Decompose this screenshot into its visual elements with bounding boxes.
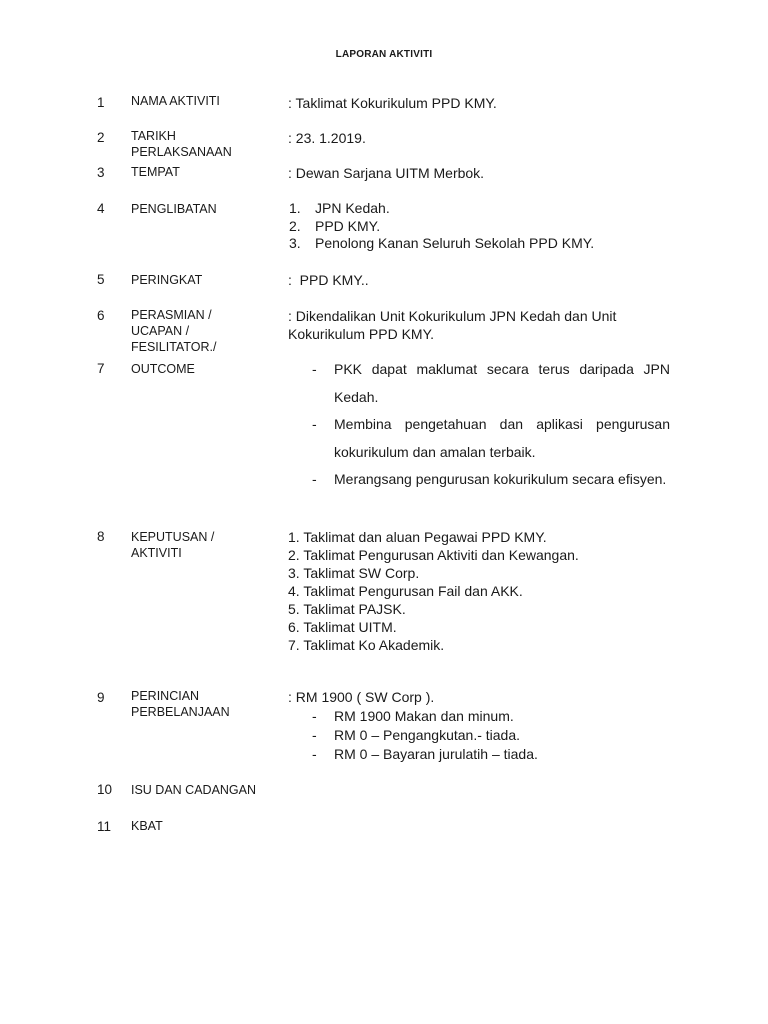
- row-label: PERASMIAN / UCAPAN / FESILITATOR./: [131, 308, 217, 354]
- row-number: 3: [97, 165, 105, 180]
- list-item: 2. Taklimat Pengurusan Aktiviti dan Kewangan.: [288, 547, 579, 563]
- row-label: ISU DAN CADANGAN: [131, 783, 257, 797]
- row-number: 8: [97, 529, 105, 544]
- row-number: 2: [97, 130, 105, 145]
- list-item: 7. Taklimat Ko Akademik.: [288, 637, 445, 653]
- row-number: 9: [97, 690, 105, 705]
- row-label: KEPUTUSAN / AKTIVITI: [131, 530, 215, 560]
- row-number: 7: [97, 361, 105, 376]
- row-value: : Dikendalikan Unit Kokurikulum JPN Kedah dan Unit Kokurikulum PPD KMY.: [288, 308, 617, 342]
- list-item: - RM 0 – Bayaran jurulatih – tiada.: [312, 746, 538, 762]
- row-number: 6: [97, 308, 105, 323]
- list-item: - Merangsang pengurusan kokurikulum secara efisyen.: [312, 471, 667, 487]
- row-value: : 23. 1.2019.: [288, 130, 366, 146]
- perbelanjaan-list: [312, 707, 692, 764]
- row-value: : Taklimat Kokurikulum PPD KMY.: [288, 95, 497, 111]
- row-label: KBAT: [131, 819, 163, 833]
- row-value: : Dewan Sarjana UITM Merbok.: [288, 165, 485, 181]
- row-number: 10: [97, 782, 113, 797]
- list-item: - RM 1900 Makan dan minum.: [312, 708, 514, 724]
- row-label: TEMPAT: [131, 165, 180, 179]
- list-item: 3. Penolong Kanan Seluruh Sekolah PPD KMY.: [289, 235, 595, 251]
- list-item: 5. Taklimat PAJSK.: [288, 601, 406, 617]
- row-label: OUTCOME: [131, 362, 195, 376]
- row-value: : PPD KMY..: [288, 272, 369, 288]
- row-label: PERINGKAT: [131, 273, 203, 287]
- row-label: TARIKH PERLAKSANAAN: [131, 129, 232, 159]
- list-item: - RM 0 – Pengangkutan.- tiada.: [312, 727, 521, 743]
- list-item: 1. JPN Kedah.: [289, 200, 390, 216]
- list-item: 3. Taklimat SW Corp.: [288, 565, 420, 581]
- list-item: 4. Taklimat Pengurusan Fail dan AKK.: [288, 583, 523, 599]
- row-number: 4: [97, 201, 105, 216]
- list-item: 6. Taklimat UITM.: [288, 619, 397, 635]
- list-item: - Membina pengetahuan dan aplikasi pengurusan kokurikulum dan amalan terbaik.: [312, 416, 670, 460]
- report-title: LAPORAN AKTIVITI: [335, 49, 433, 60]
- list-item: 2. PPD KMY.: [289, 217, 381, 234]
- penglibatan-list: [289, 200, 594, 253]
- row-number: 1: [97, 95, 105, 110]
- row-value: : RM 1900 ( SW Corp ).: [288, 689, 435, 705]
- list-item: - PKK dapat maklumat secara terus daripada JPN Kedah.: [312, 361, 670, 405]
- outcome-list: [312, 356, 670, 494]
- row-label: NAMA AKTIVITI: [131, 94, 220, 108]
- row-number: 5: [97, 272, 105, 287]
- row-label: PERINCIAN PERBELANJAAN: [131, 689, 230, 719]
- row-number: 11: [97, 819, 112, 834]
- row-label: PENGLIBATAN: [131, 202, 217, 216]
- keputusan-list: [288, 528, 678, 654]
- list-item: 1. Taklimat dan aluan Pegawai PPD KMY.: [288, 529, 547, 545]
